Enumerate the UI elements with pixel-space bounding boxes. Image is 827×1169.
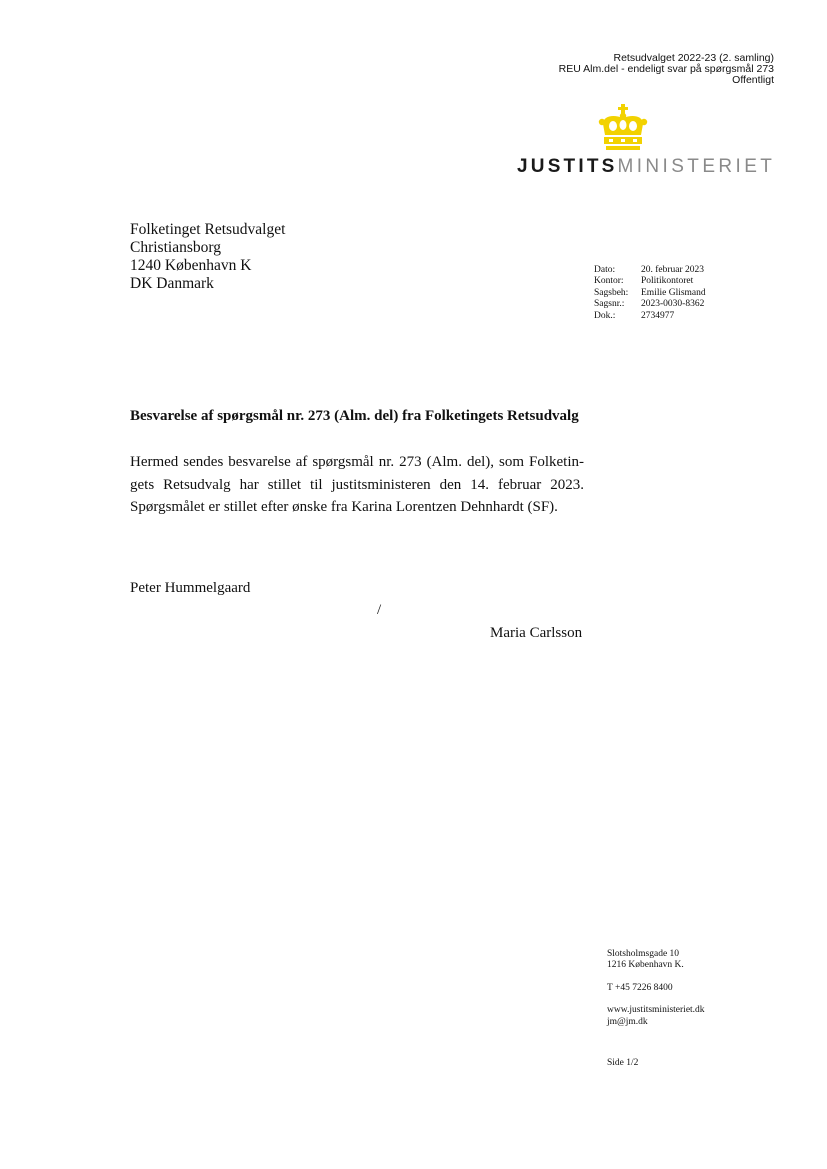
crown-icon [597, 104, 649, 152]
meta-row-office [594, 276, 706, 287]
meta-key: Kontor: [594, 276, 624, 287]
meta-value: 20. februar 2023 [641, 265, 705, 275]
meta-key: Sagsbeh: [594, 287, 629, 298]
meta-row-document-number [594, 311, 706, 322]
meta-key: Dok.: [594, 310, 616, 321]
recipient-line: Christiansborg [130, 239, 221, 256]
meta-key: Sagsnr.: [594, 299, 625, 310]
ministry-contact-footer [607, 949, 705, 1028]
meta-value: Emilie Glismand [641, 287, 706, 298]
stamp-document-ref: REU Alm.del - endeligt svar på spørgsmål 273 [558, 63, 774, 75]
signature-separator: / [377, 602, 382, 618]
signature-minister: Peter Hummelgaard [130, 580, 251, 596]
footer-street: Slotsholmsgade 10 [607, 949, 680, 959]
meta-key: Dato: [594, 265, 616, 275]
footer-email-link[interactable]: jm@jm.dk [607, 1016, 648, 1027]
case-metadata [594, 265, 706, 322]
page-number: Side 1/2 [607, 1058, 639, 1068]
footer-city: 1216 København K. [607, 960, 684, 971]
stamp-committee: Retsudvalget 2022-23 (2. samling) [613, 52, 774, 64]
wordmark-bold: JUSTITS [517, 156, 618, 177]
meta-value: Politikontoret [641, 276, 694, 287]
ministry-wordmark [517, 156, 775, 178]
recipient-line: 1240 København K [130, 257, 252, 274]
footer-phone: T +45 7226 8400 [607, 982, 673, 993]
archive-stamp [559, 53, 774, 86]
signature-official: Maria Carlsson [490, 625, 583, 641]
meta-row-handler [594, 288, 706, 299]
meta-row-case-number [594, 299, 706, 310]
meta-value: 2734977 [641, 310, 675, 321]
recipient-address [130, 221, 285, 293]
wordmark-light: MINISTERIET [617, 156, 776, 177]
letter-subject: Besvarelse af spørgsmål nr. 273 (Alm. del) fra Folketingets Retsudvalg [130, 408, 579, 424]
footer-website-link[interactable]: www.justitsministeriet.dk [607, 1005, 705, 1016]
meta-row-date [594, 265, 706, 276]
letter-body: Hermed sendes besvarelse af spørgsmål nr. 273 (Alm. del), som Folketingets Retsudvalg har stillet til justitsministeren den 14. februar 2023. Spørgsmålet er stillet efter ønske fra Karina Lorentzen Dehnhardt (SF). [130, 454, 584, 515]
recipient-line: Folketinget Retsudvalget [130, 221, 286, 238]
recipient-line: DK Danmark [130, 275, 214, 292]
meta-value: 2023-0030-8362 [641, 299, 705, 310]
stamp-public-status: Offentligt [732, 74, 774, 86]
